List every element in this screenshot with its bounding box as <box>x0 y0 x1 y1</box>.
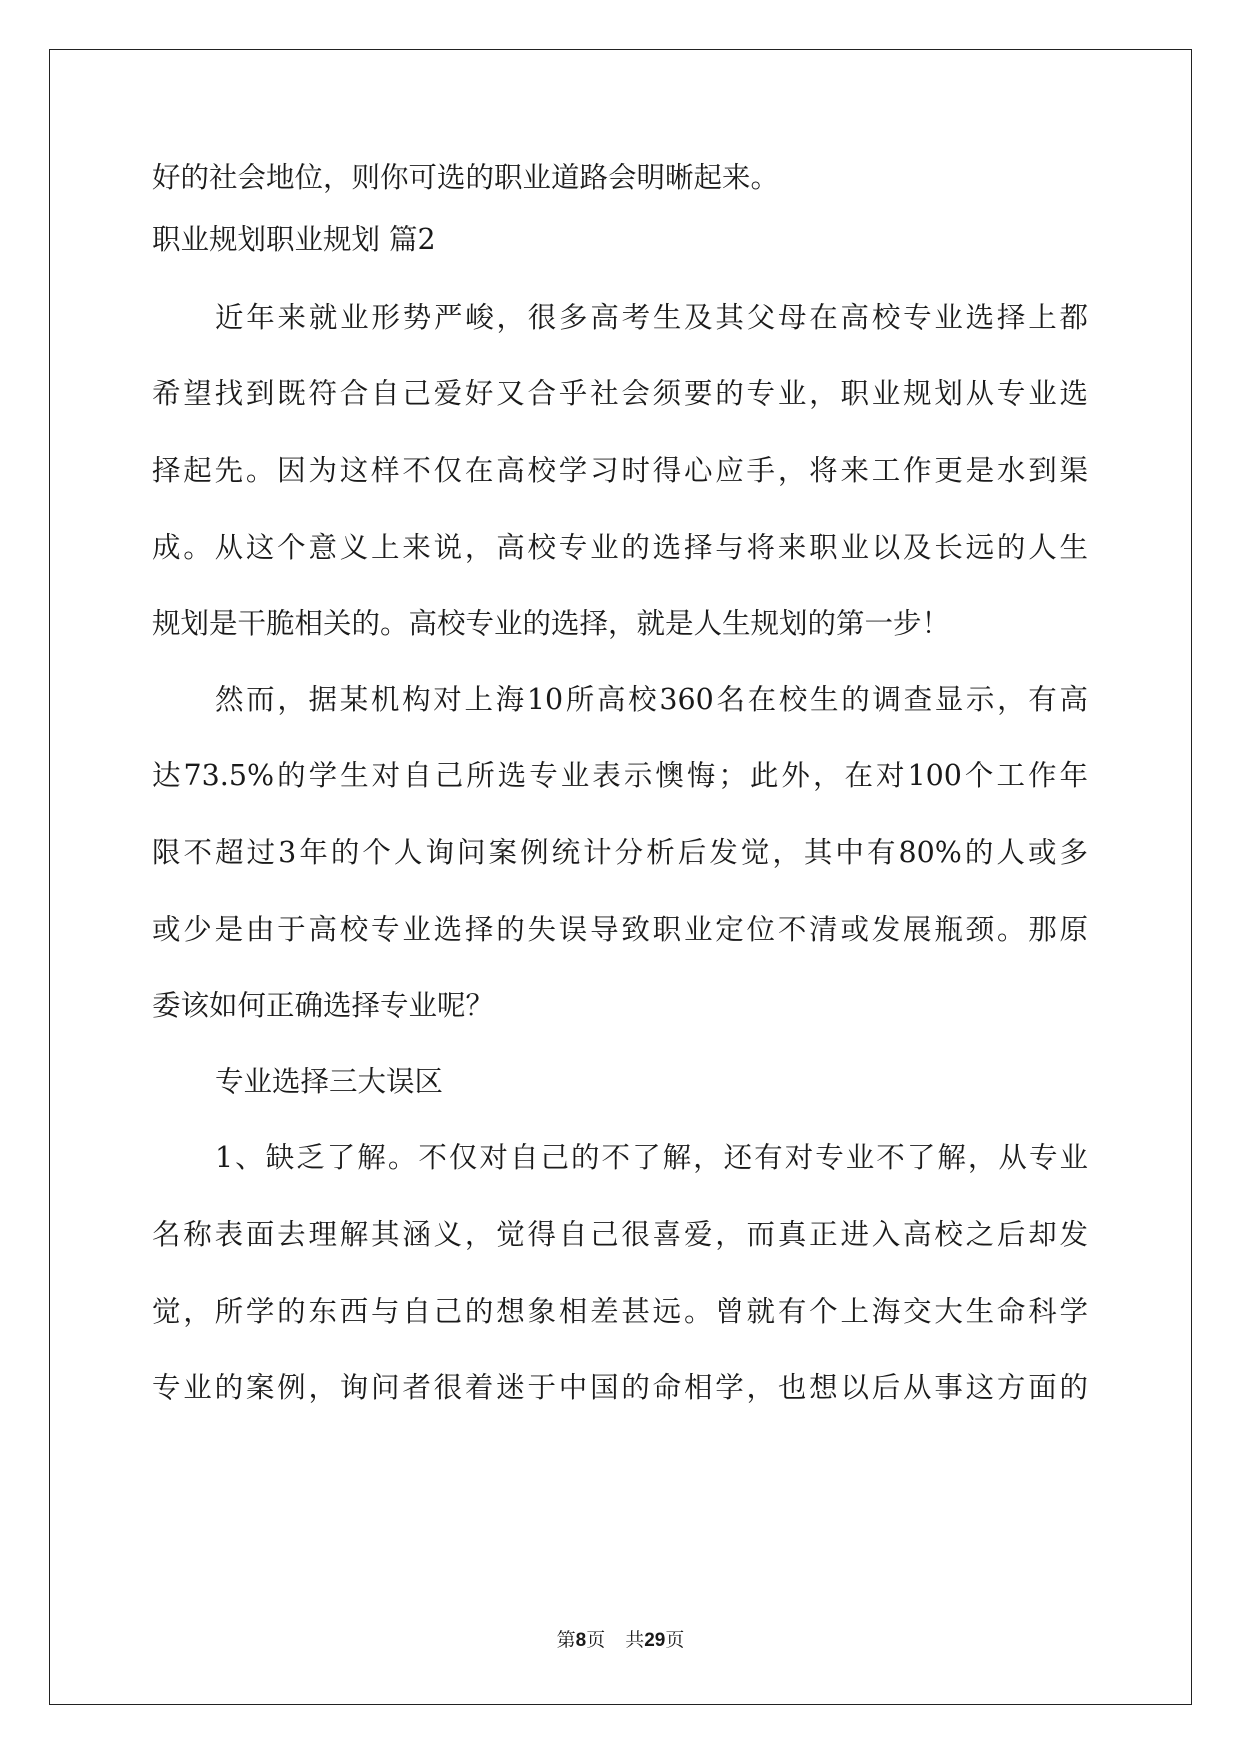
section-heading: 职业规划职业规划 篇2 <box>152 223 436 256</box>
body-line: 成。从这个意义上来说，高校专业的选择与将来职业以及长远的人生 <box>152 531 1088 564</box>
body-line: 或少是由于高校专业选择的失误导致职业定位不清或发展瓶颈。那原 <box>152 913 1088 946</box>
body-line: 好的社会地位，则你可选的职业道路会明晰起来。 <box>152 161 780 194</box>
body-line: 近年来就业形势严峻，很多高考生及其父母在高校专业选择上都 <box>215 301 1088 334</box>
body-line: 达73.5%的学生对自己所选专业表示懊悔；此外，在对100个工作年 <box>152 759 1088 792</box>
body-line: 然而，据某机构对上海10所高校360名在校生的调查显示，有高 <box>215 683 1088 716</box>
body-line: 规划是干脆相关的。高校专业的选择，就是人生规划的第一步！ <box>152 607 951 640</box>
body-line: 专业的案例，询问者很着迷于中国的命相学，也想以后从事这方面的 <box>152 1371 1088 1404</box>
body-line: 择起先。因为这样不仅在高校学习时得心应手，将来工作更是水到渠 <box>152 454 1088 487</box>
footer-prefix: 第 <box>556 1629 576 1651</box>
body-line: 委该如何正确选择专业呢？ <box>152 989 495 1022</box>
body-line: 觉，所学的东西与自己的想象相差甚远。曾就有个上海交大生命科学 <box>152 1295 1088 1328</box>
footer-total-suffix: 页 <box>665 1629 685 1651</box>
footer-total-prefix: 共 <box>625 1629 645 1651</box>
body-line: 1、缺乏了解。不仅对自己的不了解，还有对专业不了解，从专业 <box>215 1141 1088 1174</box>
footer-page-suffix: 页 <box>586 1629 606 1651</box>
page-footer <box>0 1628 1241 1653</box>
subheading: 专业选择三大误区 <box>215 1065 444 1098</box>
page-number: 8 <box>575 1630 587 1651</box>
total-pages: 29 <box>644 1630 666 1651</box>
body-line: 希望找到既符合自己爱好又合乎社会须要的专业，职业规划从专业选 <box>152 377 1088 410</box>
body-line: 名称表面去理解其涵义，觉得自己很喜爱，而真正进入高校之后却发 <box>152 1218 1088 1251</box>
body-line: 限不超过3年的个人询问案例统计分析后发觉，其中有80%的人或多 <box>152 836 1088 869</box>
